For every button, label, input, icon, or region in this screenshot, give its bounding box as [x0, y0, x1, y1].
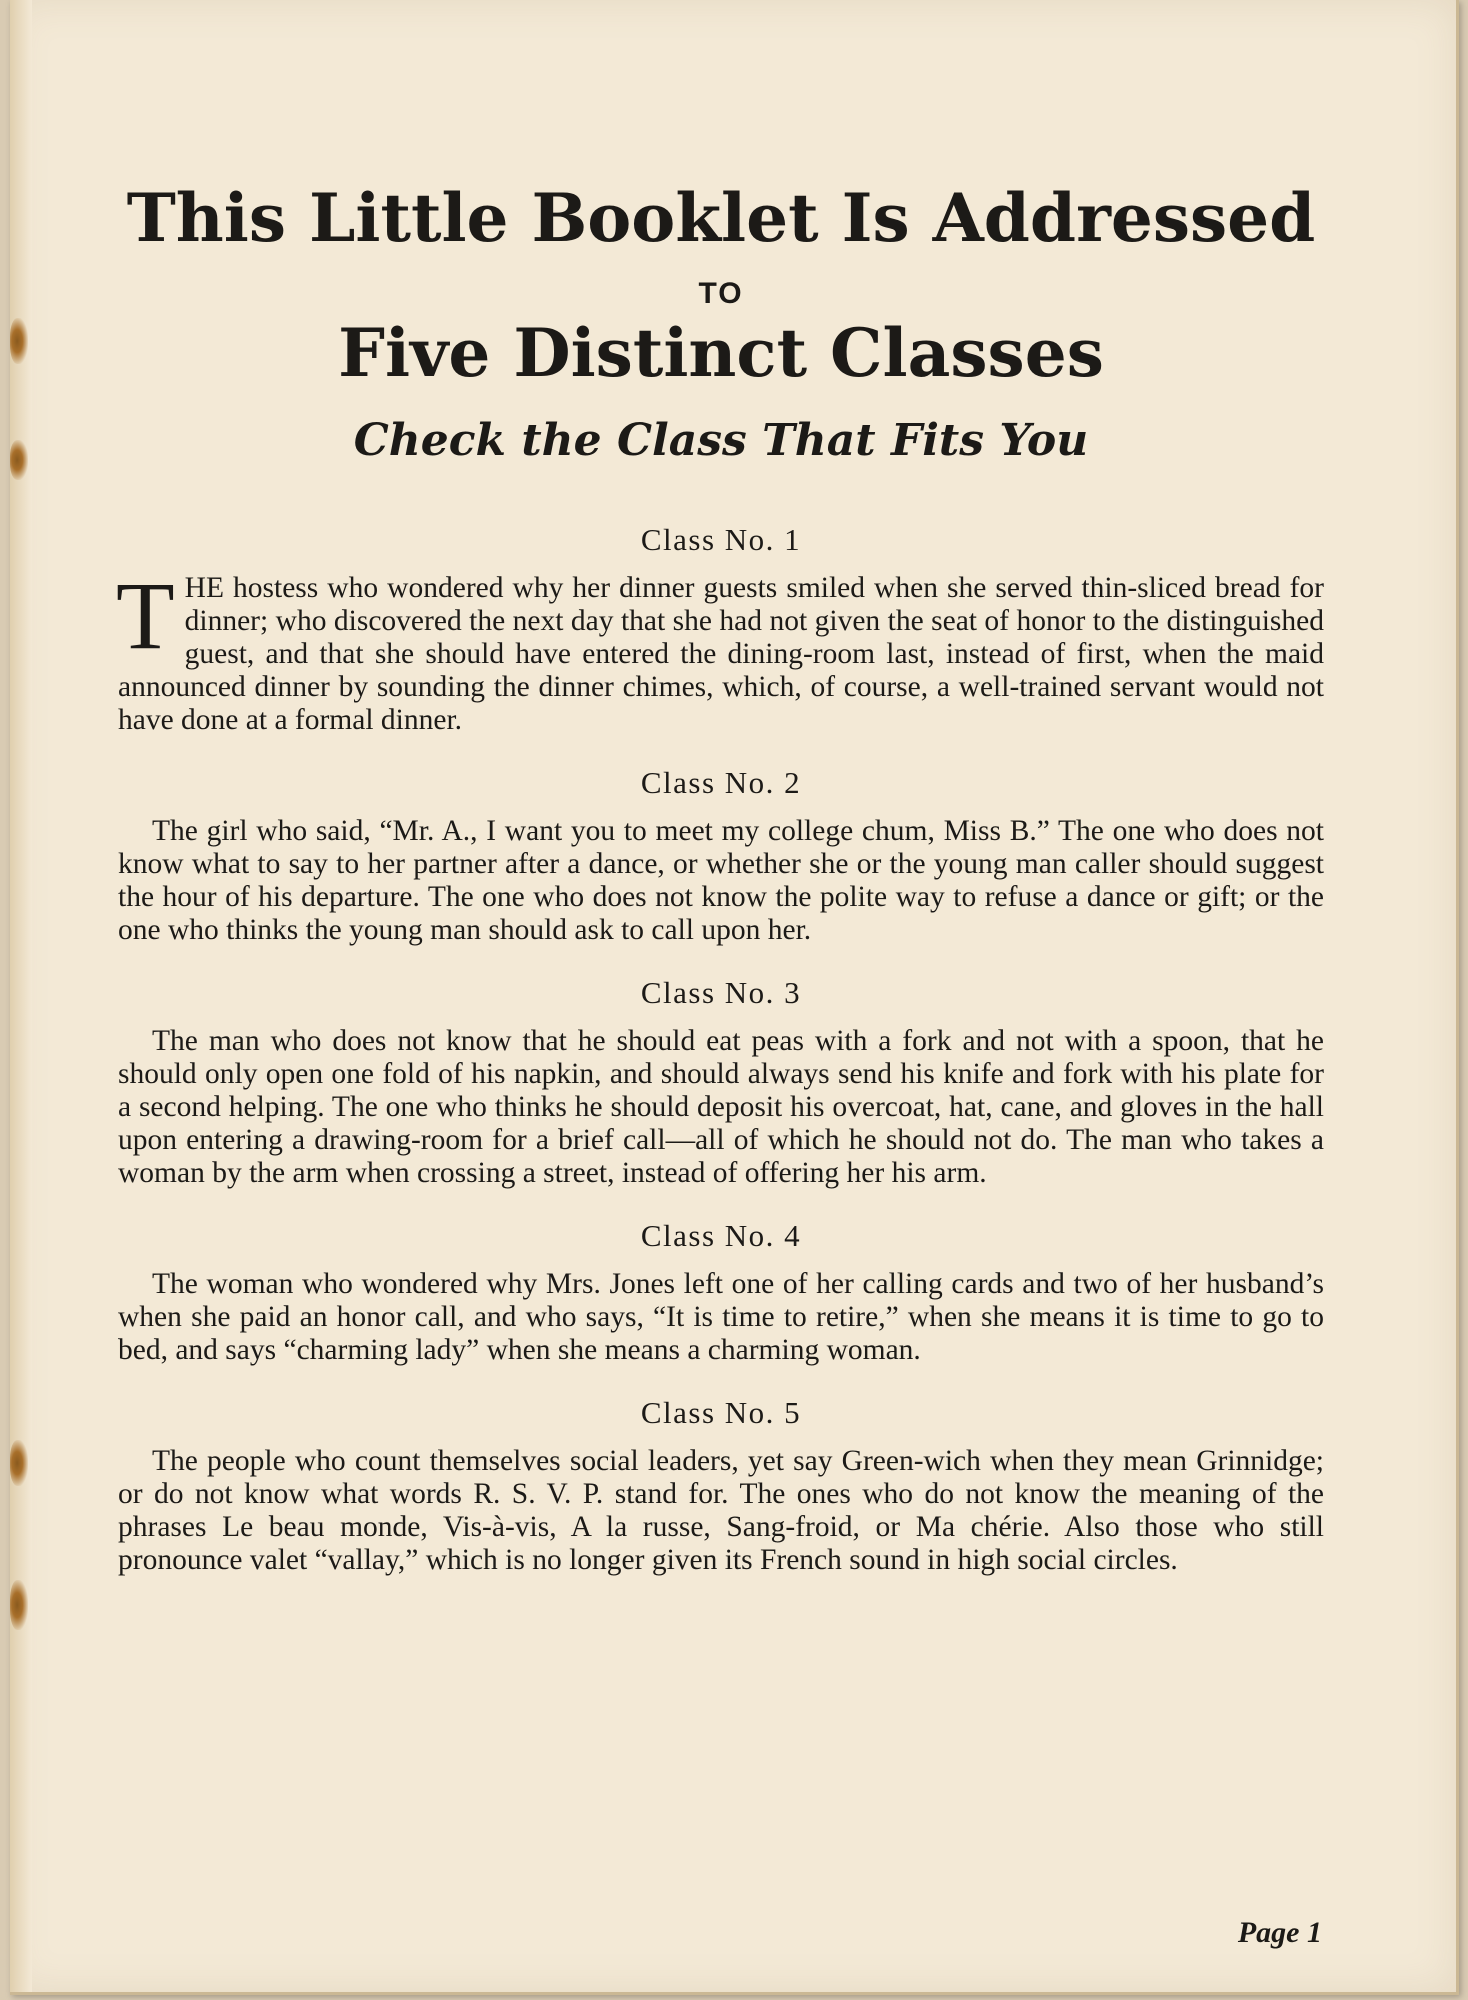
- class-section-3: [118, 975, 1324, 1190]
- class-heading: Class No. 5: [640, 1395, 802, 1431]
- class-description-text: HE hostess who wondered why her dinner guests smiled when she served thin-sliced bread for dinner; who discovered the next day that she had not given the seat of honor to the distinguished guest, and that she should have entered the dining-room last, instead of first, when the maid announced dinner by sounding the dinner chimes, which, of course, a well-trained servant would not have done at a formal dinner.: [118, 572, 1324, 737]
- staple-rust-mark: [10, 318, 28, 364]
- page-subtitle: Five Distinct Classes: [338, 313, 1104, 392]
- staple-rust-mark: [10, 1580, 28, 1630]
- drop-cap: T: [116, 562, 175, 670]
- page-title: This Little Booklet Is Addressed: [126, 179, 1316, 257]
- class-section-4: [118, 1218, 1324, 1367]
- class-section-5: [118, 1395, 1324, 1577]
- staple-rust-mark: [10, 440, 28, 480]
- class-section-2: [118, 765, 1324, 947]
- class-description: The girl who said, “Mr. A., I want you to meet my college chum, Miss B.” The one who does not know what to say to her partner after a dance, or whether she or the young man caller should suggest the hour of his departure. The one who does not know the polite way to refuse a dance or gift; or the one who thinks the young man should ask to call upon her.: [118, 815, 1324, 947]
- page-number: Page 1: [1237, 1916, 1322, 1949]
- class-description: The woman who wondered why Mrs. Jones left one of her calling cards and two of her husband’s when she paid an honor call, and who says, “It is time to retire,” when she means it is time to go to bed, and says “charming lady” when she means a charming woman.: [118, 1268, 1324, 1367]
- class-section-1: [118, 522, 1324, 737]
- booklet-page: [10, 0, 1459, 1995]
- binding-edge: [10, 0, 32, 1992]
- class-heading: Class No. 4: [640, 1218, 802, 1254]
- class-heading: Class No. 3: [640, 975, 802, 1011]
- class-description: The man who does not know that he should eat peas with a fork and not with a spoon, that he should only open one fold of his napkin, and should always send his knife and fork with his plate for a second helping. The one who thinks he should deposit his overcoat, hat, cane, and gloves in the hall upon entering a drawing-room for a brief call—all of which he should not do. The man who takes a woman by the arm when crossing a street, instead of offering her his arm.: [118, 1025, 1324, 1190]
- class-description: [116, 562, 1324, 737]
- staple-rust-mark: [10, 1440, 28, 1486]
- page-tagline: Check the Class That Fits You: [353, 415, 1089, 467]
- page-content: [118, 160, 1324, 1605]
- class-description: The people who count themselves social leaders, yet say Green-wich when they mean Grinnidge; or do not know what words R. S. V. P. stand for. The ones who do not know the meaning of the phrases Le beau monde, Vis-à-vis, A la russe, Sang-froid, or Ma chérie. Also those who still pronounce valet “vallay,” which is no longer given its French sound in high social circles.: [118, 1445, 1324, 1577]
- class-heading: Class No. 2: [640, 765, 802, 801]
- class-heading: Class No. 1: [640, 522, 802, 558]
- title-connector: TO: [698, 276, 744, 310]
